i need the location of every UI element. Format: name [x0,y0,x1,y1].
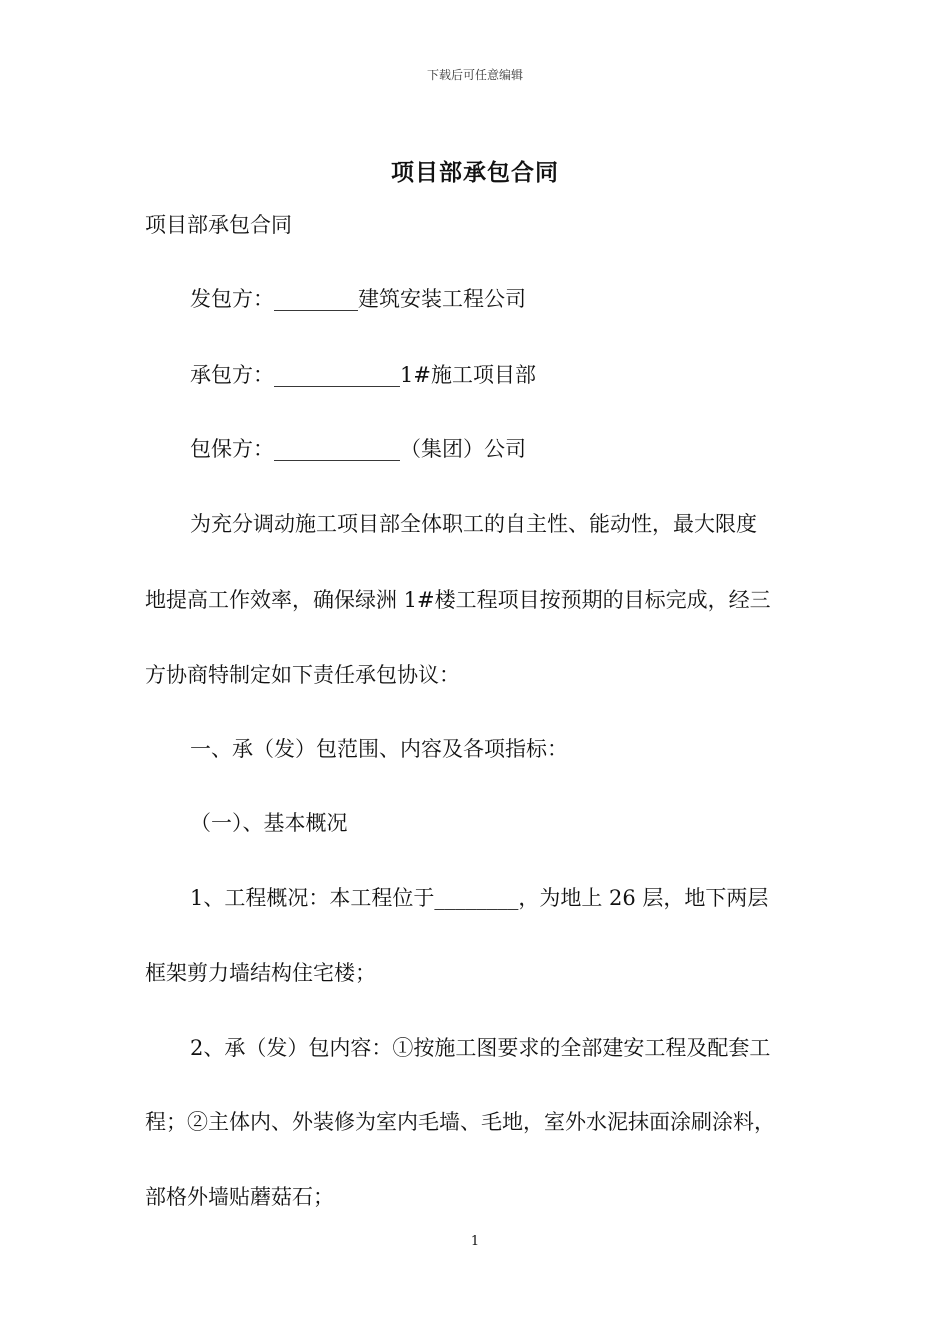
intro-paragraph-line-1: 为充分调动施工项目部全体职工的自主性、能动性，最大限度 [190,512,757,536]
item-1-line-1: 1、工程概况：本工程位于________，为地上 26 层，地下两层 [190,886,769,910]
intro-paragraph-line-2: 地提高工作效率，确保绿洲 1#楼工程项目按预期的目标完成，经三 [145,588,771,612]
guarantor-line: 包保方：____________（集团）公司 [190,437,526,461]
item-2-line-2: 程；②主体内、外装修为室内毛墙、毛地，室外水泥抹面涂刷涂料， [145,1110,775,1134]
intro-paragraph-line-3: 方协商特制定如下责任承包协议： [145,663,460,687]
item-2-line-1: 2、承（发）包内容：①按施工图要求的全部建安工程及配套工 [190,1036,771,1060]
item-1-line-2: 框架剪力墙结构住宅楼； [145,961,376,985]
header-note: 下载后可任意编辑 [426,68,523,82]
document-subtitle: 项目部承包合同 [145,213,292,237]
section-heading: 一、承（发）包范围、内容及各项指标： [190,737,568,761]
document-title: 项目部承包合同 [391,159,559,186]
item-2-line-3: 部格外墙贴蘑菇石； [145,1185,334,1209]
page-number: 1 [470,1234,480,1249]
employer-line: 发包方：________建筑安装工程公司 [190,287,526,311]
subsection-heading: （一）、基本概况 [190,811,348,835]
contractor-line: 承包方：____________1#施工项目部 [190,363,536,387]
